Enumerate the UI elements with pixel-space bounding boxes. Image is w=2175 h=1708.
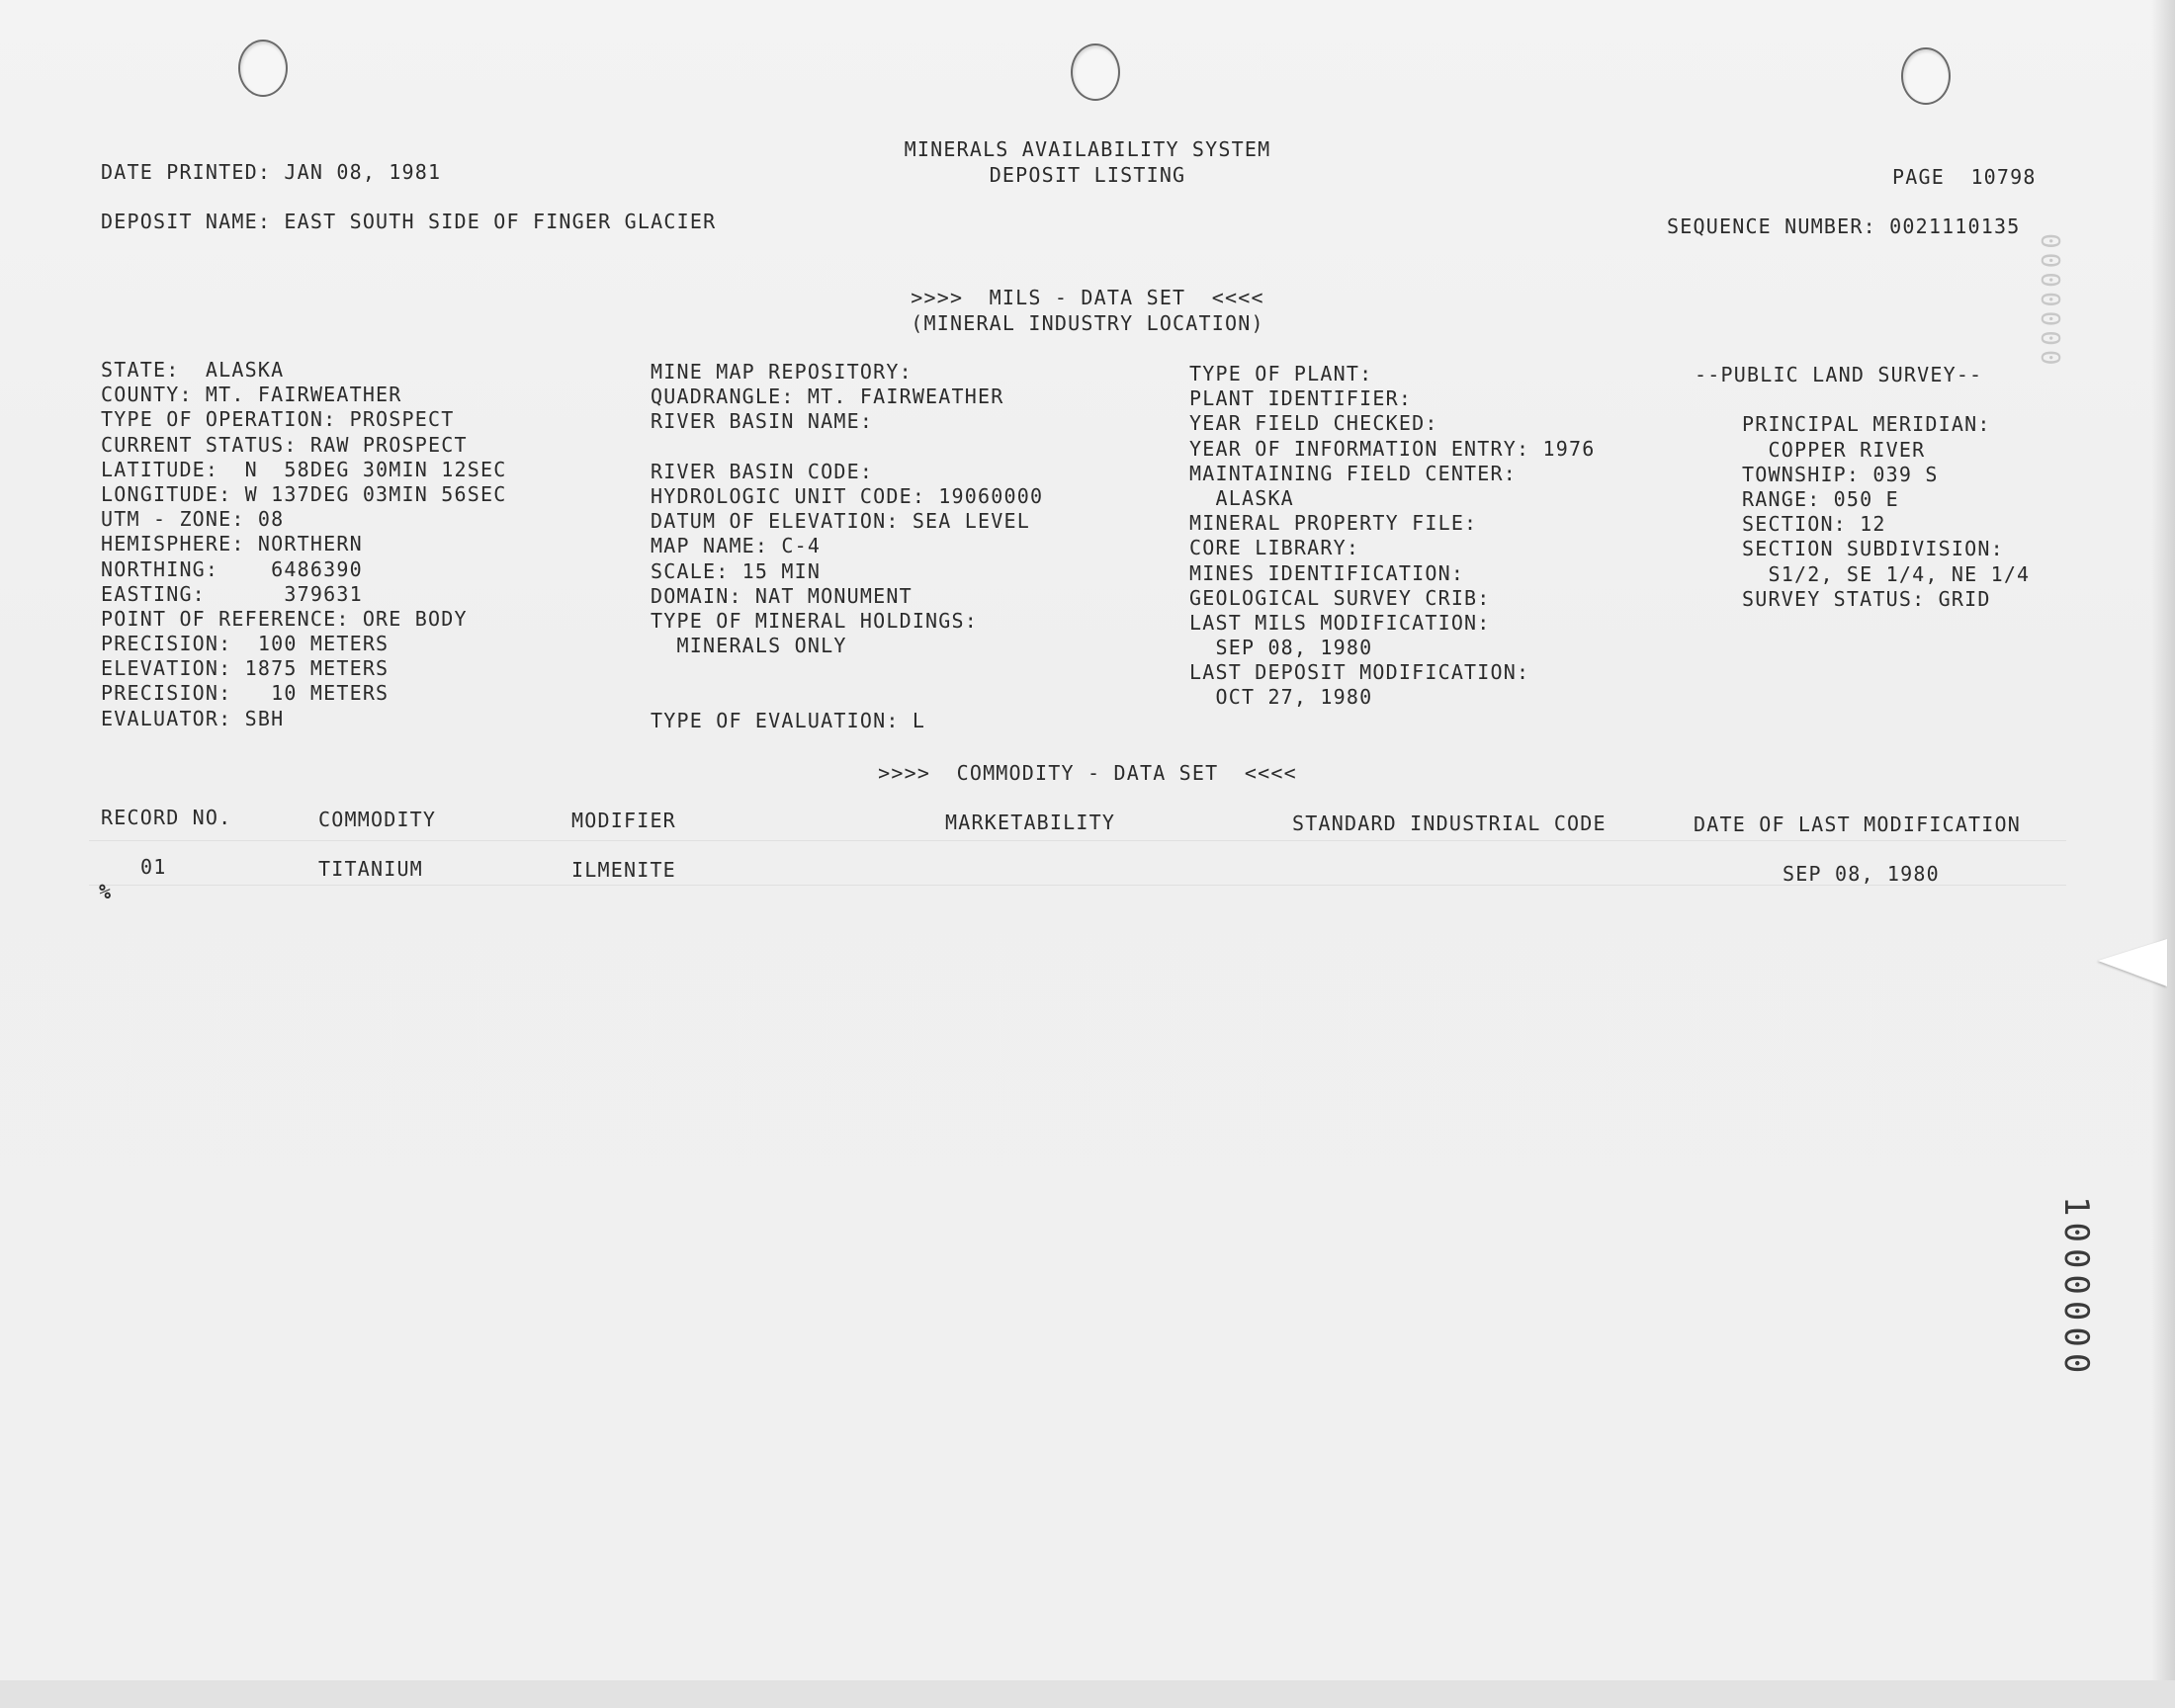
page-edge-shadow	[2151, 0, 2175, 1680]
row-modifier: ILMENITE	[571, 858, 676, 882]
header-marketability: MARKETABILITY	[945, 811, 1116, 834]
end-of-record-mark: %	[99, 880, 113, 903]
field-survey-status: SURVEY STATUS: GRID	[1742, 586, 1991, 611]
listing-title: DEPOSIT LISTING	[989, 163, 1186, 187]
field-range: RANGE: 050 E	[1742, 486, 1899, 511]
field-township: TOWNSHIP: 039 S	[1742, 462, 1939, 486]
header-modifier: MODIFIER	[571, 809, 676, 832]
blank-row	[651, 435, 1043, 460]
field-scale: SCALE: 15 MIN	[651, 558, 822, 583]
field-state: STATE: ALASKA	[101, 358, 285, 382]
field-latitude: LATITUDE: N 58DEG 30MIN 12SEC	[101, 457, 507, 481]
header-commodity: COMMODITY	[318, 808, 437, 831]
header-record-no: RECORD NO.	[101, 806, 232, 829]
punch-hole-right	[1901, 47, 1951, 105]
field-county: COUNTY: MT. FAIRWEATHER	[101, 383, 402, 407]
public-land-survey-column	[1695, 363, 2030, 612]
field-precision-location: PRECISION: 100 METERS	[101, 632, 390, 656]
field-hydrologic-unit-code: HYDROLOGIC UNIT CODE: 19060000	[651, 483, 1044, 508]
field-year-of-information-entry: YEAR OF INFORMATION ENTRY: 1976	[1189, 436, 1596, 461]
field-type-of-evaluation: TYPE OF EVALUATION: L	[651, 708, 926, 732]
location-column-1	[101, 358, 506, 731]
field-principal-meridian: PRINCIPAL MERIDIAN:	[1742, 412, 1991, 437]
table-faint-rule	[89, 885, 2066, 886]
field-type-of-operation: TYPE OF OPERATION: PROSPECT	[101, 407, 455, 432]
field-evaluator: EVALUATOR: SBH	[101, 706, 285, 730]
field-map-name: MAP NAME: C-4	[651, 534, 822, 558]
field-mine-map-repository: MINE MAP REPOSITORY:	[651, 360, 913, 384]
field-year-field-checked: YEAR FIELD CHECKED:	[1189, 411, 1438, 436]
date-printed: DATE PRINTED: JAN 08, 1981	[101, 160, 442, 184]
public-land-survey-heading: --PUBLIC LAND SURVEY--	[1695, 363, 1983, 386]
field-last-mils-modification: LAST MILS MODIFICATION:	[1189, 610, 1491, 635]
row-date-of-last-modification: SEP 08, 1980	[1783, 862, 1940, 886]
sequence-number: SEQUENCE NUMBER: 0021110135	[1667, 214, 2021, 238]
torn-corner	[2098, 939, 2167, 986]
mils-section-subtitle: (MINERAL INDUSTRY LOCATION)	[911, 311, 1264, 335]
row-commodity: TITANIUM	[318, 857, 423, 881]
field-section-subdivision-value: S1/2, SE 1/4, NE 1/4	[1742, 561, 2031, 586]
header-date-of-last-modification: DATE OF LAST MODIFICATION	[1694, 812, 2022, 836]
mils-section-title: >>>> MILS - DATA SET <<<<	[911, 286, 1264, 309]
blank-row	[651, 683, 1043, 708]
location-column-3	[1189, 362, 1595, 711]
field-field-center-value: ALASKA	[1189, 485, 1294, 510]
field-mineral-holdings-value: MINERALS ONLY	[651, 634, 847, 658]
field-geological-survey-crib: GEOLOGICAL SURVEY CRIB:	[1189, 585, 1491, 610]
field-northing: NORTHING: 6486390	[101, 556, 363, 581]
commodity-section-title: >>>> COMMODITY - DATA SET <<<<	[878, 761, 1297, 785]
blank-row	[1695, 387, 2030, 412]
field-domain: DOMAIN: NAT MONUMENT	[651, 583, 913, 608]
field-section-subdivision: SECTION SUBDIVISION:	[1742, 537, 2004, 561]
field-plant-identifier: PLANT IDENTIFIER:	[1189, 386, 1413, 411]
field-last-deposit-modification: LAST DEPOSIT MODIFICATION:	[1189, 660, 1530, 685]
page-number: PAGE 10798	[1892, 165, 2037, 189]
faint-side-stamp: 0000000	[2035, 233, 2064, 370]
field-easting: EASTING: 379631	[101, 581, 363, 606]
field-principal-meridian-value: COPPER RIVER	[1742, 437, 1926, 462]
field-type-of-mineral-holdings: TYPE OF MINERAL HOLDINGS:	[651, 608, 979, 633]
header-standard-industrial-code: STANDARD INDUSTRIAL CODE	[1292, 811, 1607, 835]
field-maintaining-field-center: MAINTAINING FIELD CENTER:	[1189, 461, 1518, 485]
field-mines-identification: MINES IDENTIFICATION:	[1189, 560, 1465, 585]
row-record-no: 01	[140, 855, 167, 879]
field-elevation: ELEVATION: 1875 METERS	[101, 656, 390, 681]
field-section: SECTION: 12	[1742, 512, 1886, 537]
field-last-mils-modification-date: SEP 08, 1980	[1189, 636, 1373, 660]
page-bottom-band	[0, 1680, 2175, 1708]
field-type-of-plant: TYPE OF PLANT:	[1189, 362, 1373, 385]
system-title: MINERALS AVAILABILITY SYSTEM	[904, 137, 1271, 161]
field-point-of-reference: POINT OF REFERENCE: ORE BODY	[101, 606, 468, 631]
field-longitude: LONGITUDE: W 137DEG 03MIN 56SEC	[101, 481, 507, 506]
field-datum-of-elevation: DATUM OF ELEVATION: SEA LEVEL	[651, 509, 1030, 534]
field-last-deposit-modification-date: OCT 27, 1980	[1189, 685, 1373, 710]
table-faint-rule	[89, 840, 2066, 841]
location-column-2	[651, 360, 1043, 733]
field-core-library: CORE LIBRARY:	[1189, 536, 1360, 560]
field-current-status: CURRENT STATUS: RAW PROSPECT	[101, 432, 468, 457]
field-river-basin-code: RIVER BASIN CODE:	[651, 459, 874, 483]
field-river-basin-name: RIVER BASIN NAME:	[651, 409, 874, 434]
field-mineral-property-file: MINERAL PROPERTY FILE:	[1189, 511, 1478, 536]
field-precision-elevation: PRECISION: 10 METERS	[101, 681, 390, 706]
field-hemisphere: HEMISPHERE: NORTHERN	[101, 532, 363, 556]
field-quadrangle: QUADRANGLE: MT. FAIRWEATHER	[651, 384, 1004, 409]
punch-hole-center	[1071, 43, 1120, 101]
side-stamp-number: 1000000	[2056, 1196, 2096, 1380]
punch-hole-left	[238, 40, 288, 97]
deposit-name: DEPOSIT NAME: EAST SOUTH SIDE OF FINGER GLACIER	[101, 210, 717, 233]
blank-row	[651, 658, 1043, 683]
field-utm-zone: UTM - ZONE: 08	[101, 507, 285, 532]
